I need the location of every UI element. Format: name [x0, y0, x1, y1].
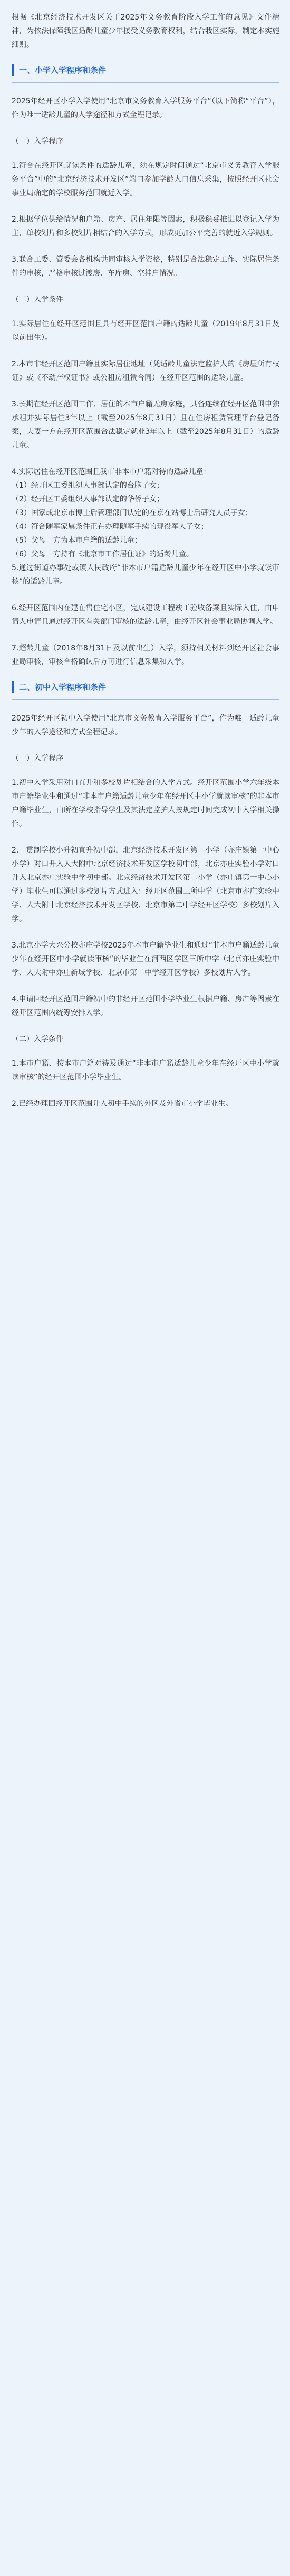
list-item: （1）经开区工委组织人事部认定的台胞子女；: [12, 481, 164, 490]
paragraph: 1.符合在经开区就读条件的适龄儿童，须在规定时间通过“北京市义务教育入学服务平台”中的“北京经济技术开发区”端口参加学龄人口信息采集，按照经开区社会事业局确定的学校服务范围就近入学。: [12, 162, 279, 197]
subsection-title: （二）入学条件: [12, 1035, 63, 1044]
list-item: （6）父母一方持有《北京市工作居住证》的适龄儿童。: [12, 550, 194, 558]
section-divider: [12, 82, 279, 83]
subsection-title: （一）入学程序: [12, 754, 63, 763]
paragraph: 5.通过街道办事处或镇人民政府“非本市户籍适龄儿童少年在经开区中小学就读审核”的适龄儿童。: [12, 564, 279, 586]
paragraph: 2.根据学位供给情况和户籍、房产、居住年限等因素，积极稳妥推进以登记入学为主，单校划片和多校划片相结合的入学方式，形成更加公平完善的就近入学规则。: [12, 215, 279, 238]
paragraph: 2.已经办理回经开区范围升入初中手续的外区及外省市小学毕业生。: [12, 1100, 233, 1108]
section-1-title: 一、小学入学程序和条件: [12, 64, 279, 76]
paragraph: 4.实际居住在经开区范围且我市非本市户籍对待的适龄儿童：: [12, 468, 211, 476]
paragraph: 6.经开区范围内在建在售住宅小区，完成建设工程竣工验收备案且实际入住，由申请人申请且通过经开区有关部门审核的适龄儿童，由经开区社会事业局协调入学。: [12, 604, 279, 626]
section-1-intro: 2025年经开区小学入学使用“北京市义务教育入学服务平台”（以下简称“平台”），作为唯一适龄儿童的入学途径和方式全程记录。: [12, 97, 279, 119]
paragraph: 3.联合工委、管委会各机构共同审核入学资格，特别是合法稳定工作、实际居住条件的审核，严格审核过渡房、车库房、空挂户情况。: [12, 255, 279, 278]
paragraph: 1.初中入学采用对口直升和多校划片相结合的入学方式。经开区范围小学六年级本市户籍毕业生和通过“非本市户籍适龄儿童少年在经开区中小学就读审核”的非本市户籍毕业生，由所在学校指导学生及其法定监护人按规定时间完成初中入学相关操作。: [12, 779, 279, 828]
list-item: （4）符合随军家属条件正在办理随军手续的现役军人子女；: [12, 523, 208, 531]
section-2-intro: 2025年经开区初中入学使用“北京市义务教育入学服务平台”，作为唯一适龄儿童少年的入学途径和方式全程记录。: [12, 714, 279, 736]
paragraph: 1.实际居住在经开区范围且具有经开区范围户籍的适龄儿童（2019年8月31日及以前出生）。: [12, 320, 279, 342]
paragraph: 2.一贯制学校小升初直升初中部，北京经济技术开发区第一小学（亦庄镇第一中心小学）对口升入人大附中北京经济技术开发区学校初中部，北京亦庄实验小学对口升入北京亦庄实验中学初中部。北京经济技术开发区第二小学（亦庄镇第一中心小学）毕业生可以通过多校划片方式进入：经开区范围三所中学（北京市亦庄实验中学、人大附中北京经济技术开发区学校、北京市第二中学经开区学校）多校划片入学。: [12, 846, 279, 923]
paragraph: 4.申请回经开区范围户籍初中的非经开区范围小学毕业生根据户籍、房产等因素在经开区范围内统筹安排入学。: [12, 995, 279, 1017]
subsection-title: （一）入学程序: [12, 137, 63, 146]
list-item: （3）国家或北京市博士后管理部门认定的在京在站博士后研究人员子女；: [12, 509, 253, 517]
section-divider: [12, 699, 279, 700]
paragraph: 1.本市户籍、按本市户籍对待及通过“非本市户籍适龄儿童少年在经开区中小学就读审核”的经开区范围小学毕业生。: [12, 1059, 279, 1082]
paragraph: 2.本市非经开区范围户籍且实际居住地址（凭适龄儿童法定监护人的《房屋所有权证》或《不动产权证书》或公租房租赁合同）在经开区范围的适龄儿童。: [12, 360, 279, 382]
list-item: （2）经开区工委组织人事部认定的华侨子女；: [12, 495, 164, 504]
list-item: （5）父母一方为本市户籍的适龄儿童；: [12, 536, 142, 545]
intro-paragraph: 根据《北京经济技术开发区关于2025年义务教育阶段入学工作的意见》文件精神，为依法保障我区适龄儿童少年接受义务教育权利，结合我区实际，制定本实施细则。: [12, 13, 279, 49]
paragraph: 3.长期在经开区范围工作、居住的本市户籍无房家庭，具备连续在经开区范围申独承租并实际居住3年以上（截至2025年8月31日）且在住房租赁管理平台登记备案，夫妻一方在经开区范围合法稳定就业3年以上（截至2025年8月31日）的适龄儿童。: [12, 400, 279, 450]
paragraph: 7.超龄儿童（2018年8月31日及以前出生）入学，须持相关材料到经开区社会事业局审核，审核合格确认后方可进行信息采集和入学。: [12, 644, 279, 666]
subsection-title: （二）入学条件: [12, 296, 63, 304]
paragraph: 3.北京小学大兴分校亦庄学校2025年本市户籍毕业生和通过“非本市户籍适龄儿童少年在经开区中小学就读审核”的毕业生在河西区学区三所中学（北京亦庄实验中学、人大附中亦庄新城学校、北京市第二中学经开区学校）多校划片入学。: [12, 941, 279, 977]
article-body: [0, 0, 290, 1144]
section-2-title: 二、初中入学程序和条件: [12, 681, 279, 693]
